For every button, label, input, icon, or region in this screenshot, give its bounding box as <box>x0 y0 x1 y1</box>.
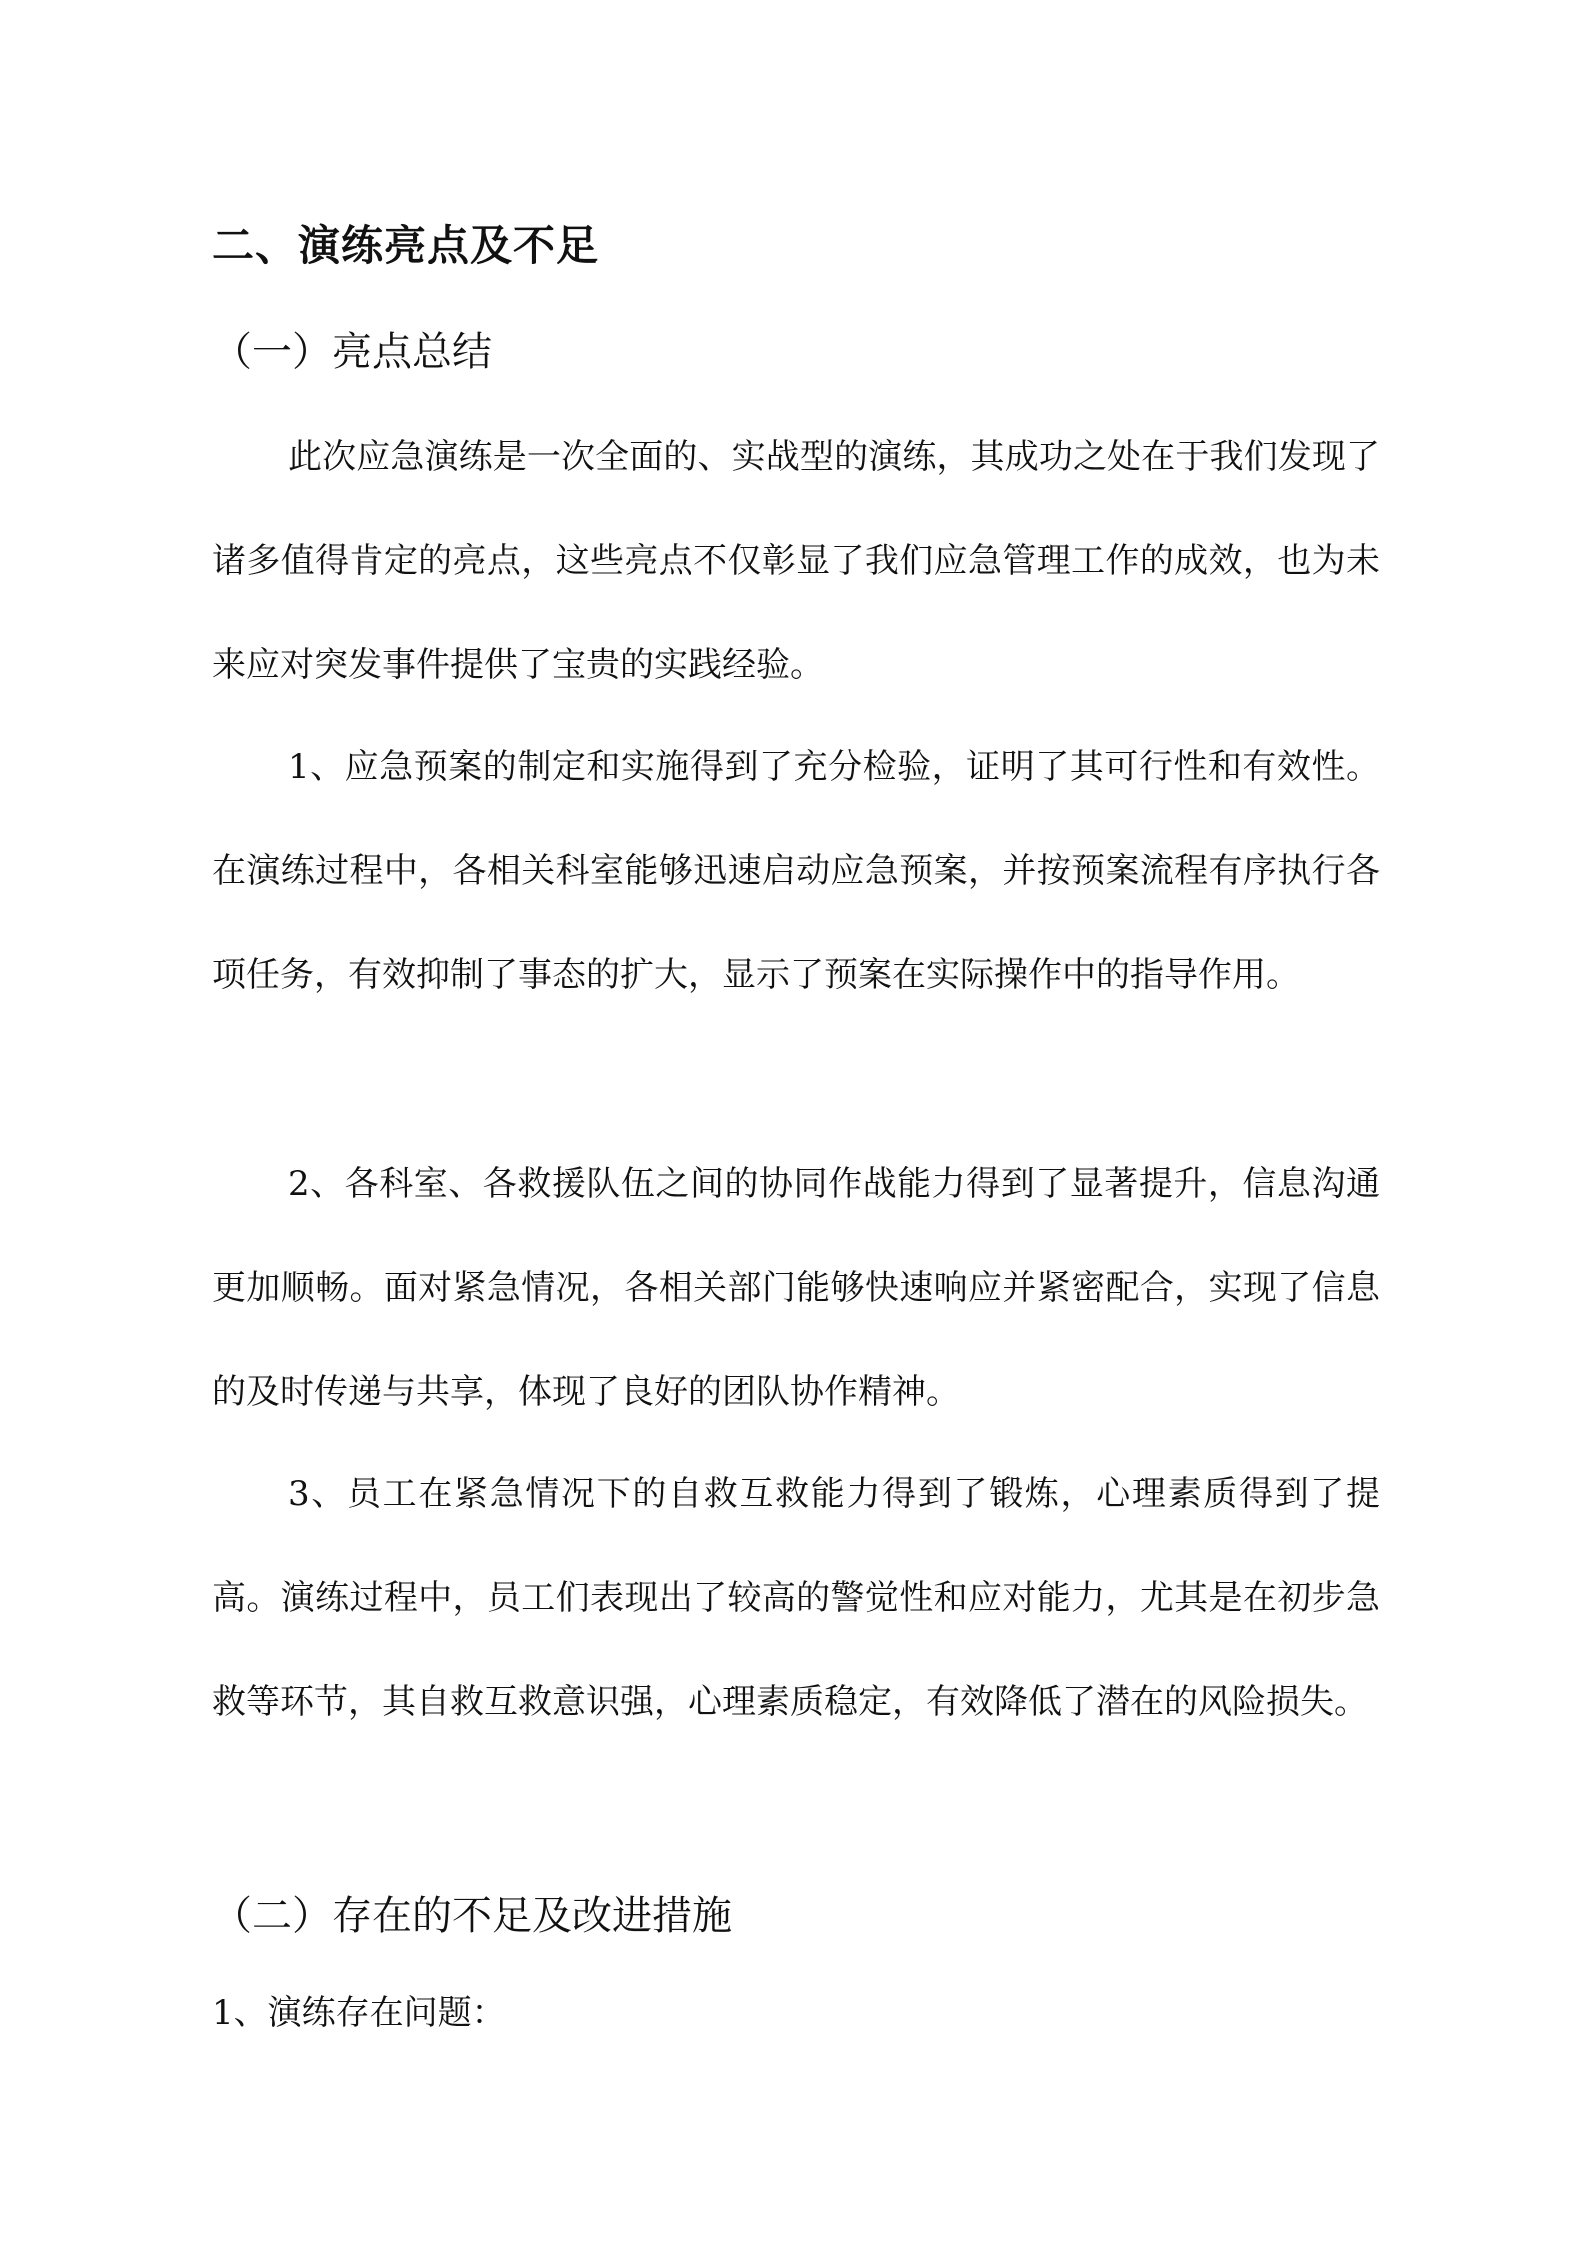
highlight-item-1: 1、应急预案的制定和实施得到了充分检验，证明了其可行性和有效性。在演练过程中，各相关科室能够迅速启动应急预案，并按预案流程有序执行各项任务，有效抑制了事态的扩大，显示了预案在实际操作中的指导作用。 <box>212 747 1380 995</box>
highlights-intro-paragraph: 此次应急演练是一次全面的、实战型的演练，其成功之处在于我们发现了诸多值得肯定的亮点，这些亮点不仅彰显了我们应急管理工作的成效，也为未来应对突发事件提供了宝贵的实践经验。 <box>212 437 1380 685</box>
highlight-item-2: 2、各科室、各救援队伍之间的协同作战能力得到了显著提升，信息沟通更加顺畅。面对紧急情况，各相关部门能够快速响应并紧密配合，实现了信息的及时传递与共享，体现了良好的团队协作精神。 <box>212 1164 1380 1412</box>
highlight-item-3: 3、员工在紧急情况下的自救互救能力得到了锻炼，心理素质得到了提高。演练过程中，员工们表现出了较高的警觉性和应对能力，尤其是在初步急救等环节，其自救互救意识强，心理素质稳定，有效降低了潜在的风险损失。 <box>212 1474 1380 1722</box>
highlights-heading: （一）亮点总结 <box>212 329 492 375</box>
problems-label: 1、演练存在问题： <box>212 1993 506 2033</box>
section-heading: 二、演练亮点及不足 <box>212 221 600 270</box>
shortcomings-heading: （二）存在的不足及改进措施 <box>212 1893 732 1939</box>
